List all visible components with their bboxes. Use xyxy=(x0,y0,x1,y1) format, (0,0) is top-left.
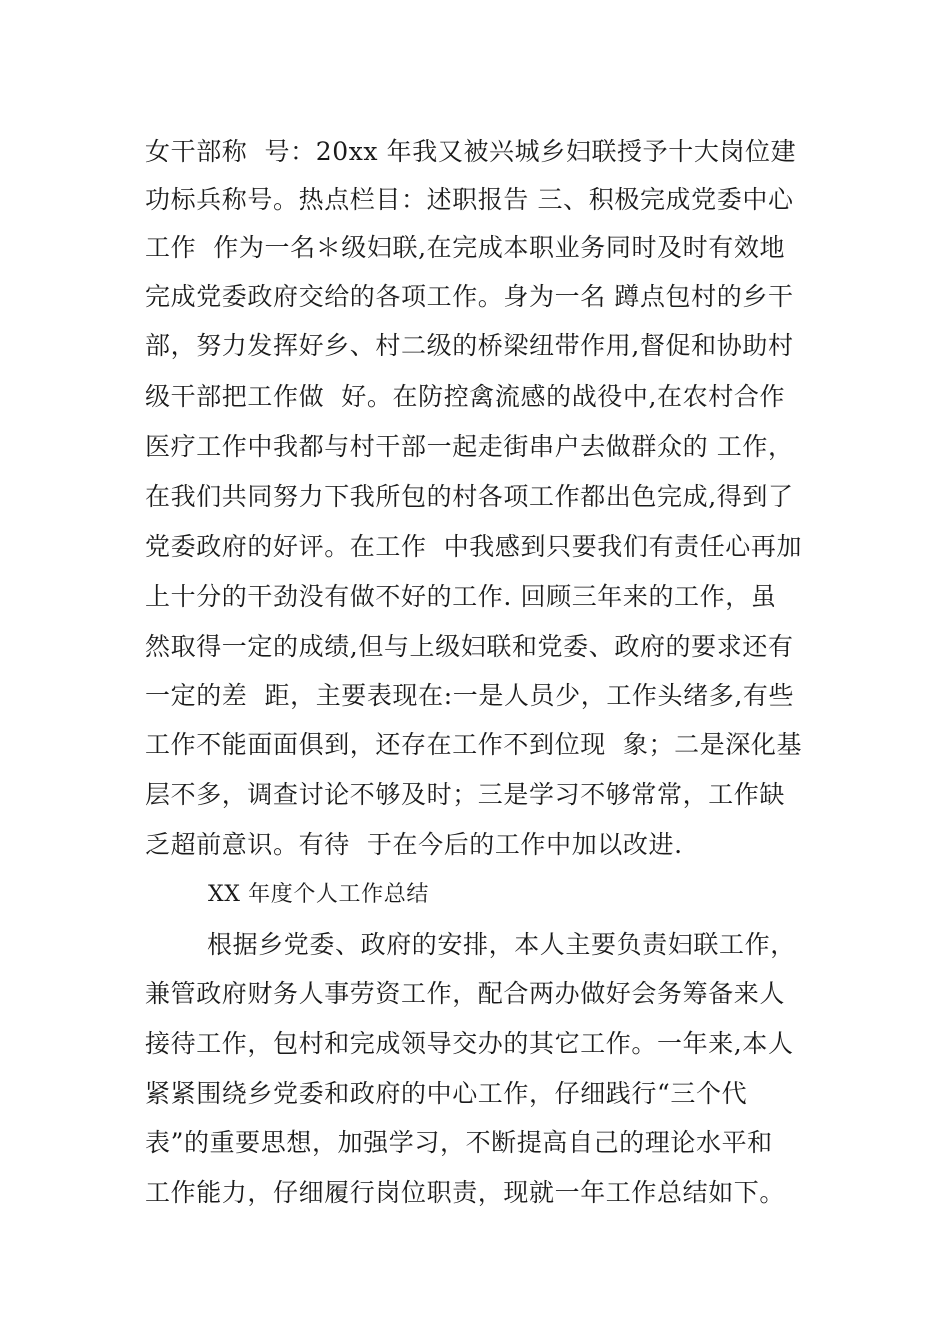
text-line: 然取得一定的成绩,但与上级妇联和党委、政府的要求还有 xyxy=(145,632,794,661)
text-line: 女干部称 号：20xx 年我又被兴城乡妇联授予十大岗位建 xyxy=(145,137,797,166)
text-line: 级干部把工作做 好。在防控禽流感的战役中,在农村合作 xyxy=(145,382,786,411)
text-line: 表”的重要思想，加强学习，不断提高自己的理论水平和 xyxy=(145,1128,773,1157)
text-line: 乏超前意识。有待 于在今后的工作中加以改进. xyxy=(145,830,683,859)
text-line: 根据乡党委、政府的安排，本人主要负责妇联工作， xyxy=(207,930,796,959)
text-line: 工作不能面面俱到，还存在工作不到位现 象；二是深化基 xyxy=(145,730,803,759)
text-line: 完成党委政府交给的各项工作。身为一名 蹲点包村的乡干 xyxy=(145,282,794,311)
text-line: 工作能力，仔细履行岗位职责，现就一年工作总结如下。 xyxy=(145,1178,786,1207)
text-line: 接待工作，包村和完成领导交办的其它工作。一年来,本人 xyxy=(145,1029,794,1058)
text-line: 上十分的干劲没有做不好的工作. 回顾三年来的工作，虽 xyxy=(145,582,777,611)
text-line: 一定的差 距，主要表现在:一是人员少，工作头绪多,有些 xyxy=(145,681,795,710)
text-line: 工作 作为一名＊级妇联,在完成本职业务同时及时有效地 xyxy=(145,233,786,262)
text-line: 部，努力发挥好乡、村二级的桥梁纽带作用,督促和协助村 xyxy=(145,331,794,360)
text-line: 层不多，调查讨论不够及时；三是学习不够常常，工作缺 xyxy=(145,780,786,809)
section-title: XX 年度个人工作总结 xyxy=(208,882,429,907)
text-line: 在我们共同努力下我所包的村各项工作都出色完成,得到了 xyxy=(145,482,794,511)
text-line: 医疗工作中我都与村干部一起走街串户去做群众的 工作， xyxy=(145,432,794,461)
text-line: 兼管政府财务人事劳资工作，配合两办做好会务筹备来人 xyxy=(145,979,786,1008)
text-line: 功标兵称号。热点栏目：述职报告 三、积极完成党委中心 xyxy=(145,185,794,214)
text-line: 紧紧围绕乡党委和政府的中心工作，仔细践行“三个代 xyxy=(145,1079,748,1108)
text-line: 党委政府的好评。在工作 中我感到只要我们有责任心再加 xyxy=(145,532,803,561)
